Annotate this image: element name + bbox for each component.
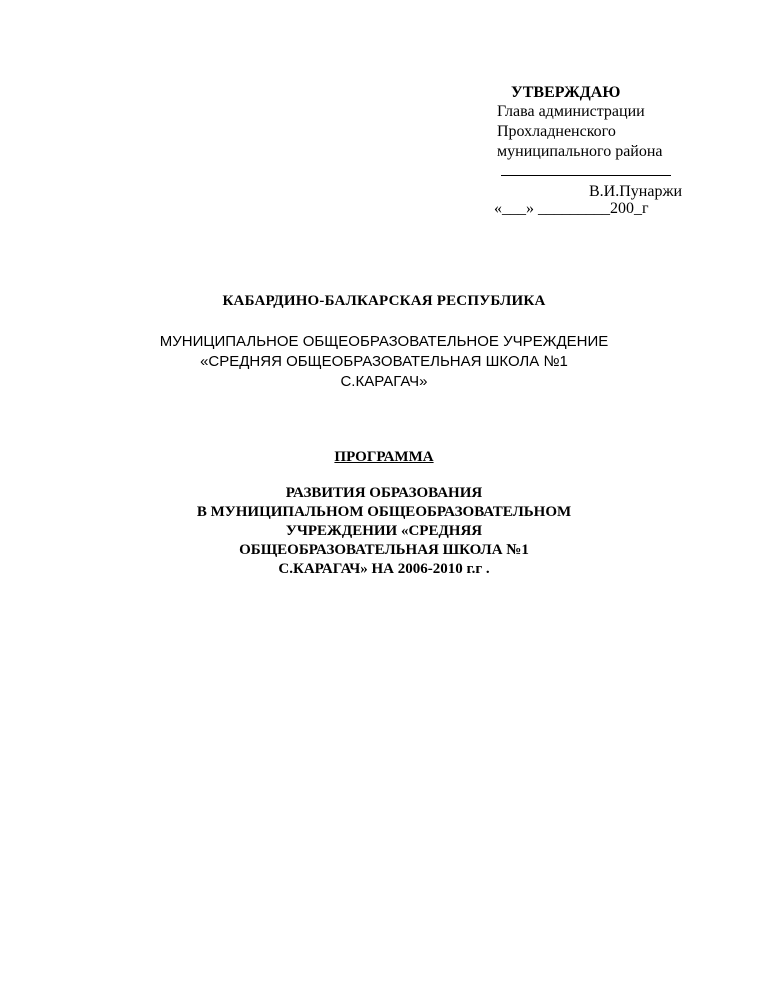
approval-position-line-3: муниципального района <box>497 143 663 160</box>
institution-line-2: «СРЕДНЯЯ ОБЩЕОБРАЗОВАТЕЛЬНАЯ ШКОЛА №1 <box>200 353 568 370</box>
institution-name <box>0 332 768 392</box>
program-title-line-3: УЧРЕЖДЕНИИ «СРЕДНЯЯ <box>285 523 483 539</box>
program-title-line-5: С.КАРАГАЧ» НА 2006-2010 г.г . <box>278 561 490 577</box>
republic-heading: КАБАРДИНО-БАЛКАРСКАЯ РЕСПУБЛИКА <box>222 293 546 309</box>
program-title-line-1: РАЗВИТИЯ ОБРАЗОВАНИЯ <box>285 485 483 501</box>
approval-position-line-1: Глава администрации <box>497 103 645 120</box>
approval-block <box>494 82 707 217</box>
approval-title: УТВЕРЖДАЮ <box>511 84 621 101</box>
program-heading: ПРОГРАММА <box>334 449 434 465</box>
institution-line-3: С.КАРАГАЧ» <box>340 373 428 390</box>
approval-date: «___» _________200_г <box>494 200 649 217</box>
approval-position-line-2: Прохладненского <box>497 123 616 140</box>
program-title-line-4: ОБЩЕОБРАЗОВАТЕЛЬНАЯ ШКОЛА №1 <box>239 542 529 558</box>
signer-name: В.И.Пунаржи <box>589 183 683 200</box>
program-title-line-2: В МУНИЦИПАЛЬНОМ ОБЩЕОБРАЗОВАТЕЛЬНОМ <box>196 504 572 520</box>
program-title <box>0 484 768 579</box>
signature-line <box>497 162 707 182</box>
institution-line-1: МУНИЦИПАЛЬНОЕ ОБЩЕОБРАЗОВАТЕЛЬНОЕ УЧРЕЖДЕНИЕ <box>159 333 609 350</box>
